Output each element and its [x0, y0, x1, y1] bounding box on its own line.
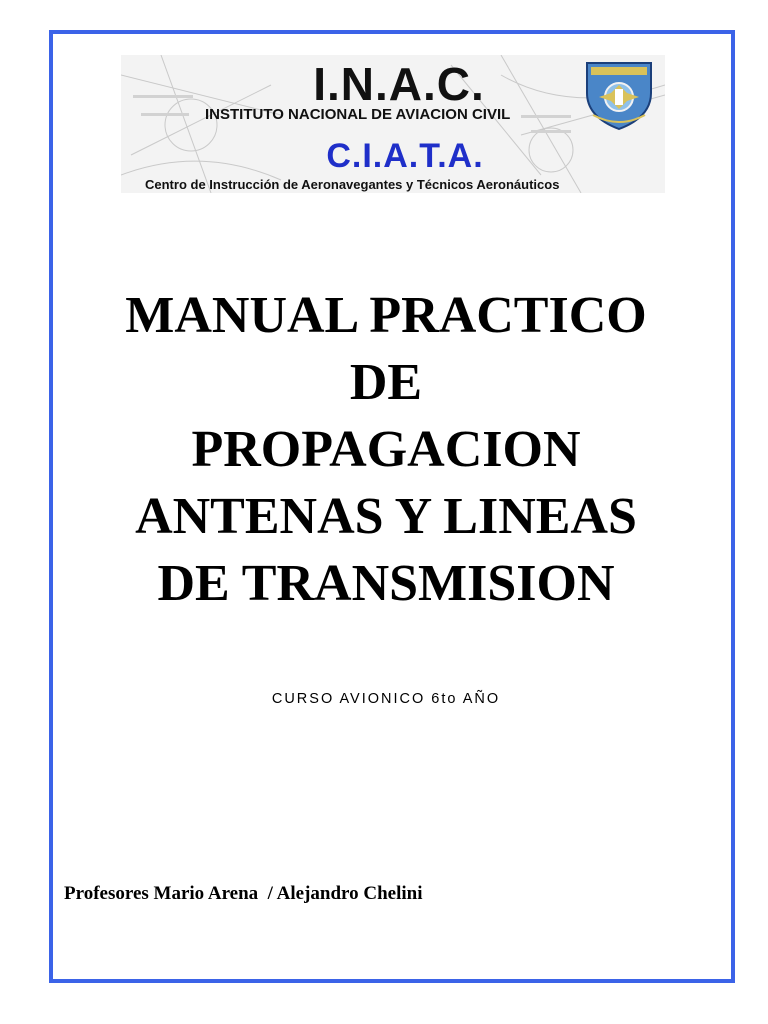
org-name: INSTITUTO NACIONAL DE AVIACION CIVIL	[205, 106, 511, 123]
title-line: DE	[349, 354, 423, 411]
org-acronym: I.N.A.C.	[313, 58, 485, 110]
center-name: Centro de Instrucción de Aeronavegantes y Técnicos Aeronáuticos	[145, 177, 560, 192]
center-acronym: C.I.A.T.A.	[326, 137, 484, 175]
document-title	[56, 282, 716, 617]
title-line: MANUAL PRACTICO	[125, 287, 647, 344]
professors-line: Profesores Mario Arena / Alejandro Chelini	[64, 883, 423, 904]
course-label: CURSO AVIONICO 6to AÑO	[271, 691, 501, 707]
header-banner	[121, 55, 665, 193]
title-line: ANTENAS Y LINEAS	[135, 488, 637, 545]
title-line: PROPAGACION	[191, 421, 581, 478]
air-force-crest-icon	[581, 59, 657, 131]
title-line: DE TRANSMISION	[157, 555, 615, 612]
